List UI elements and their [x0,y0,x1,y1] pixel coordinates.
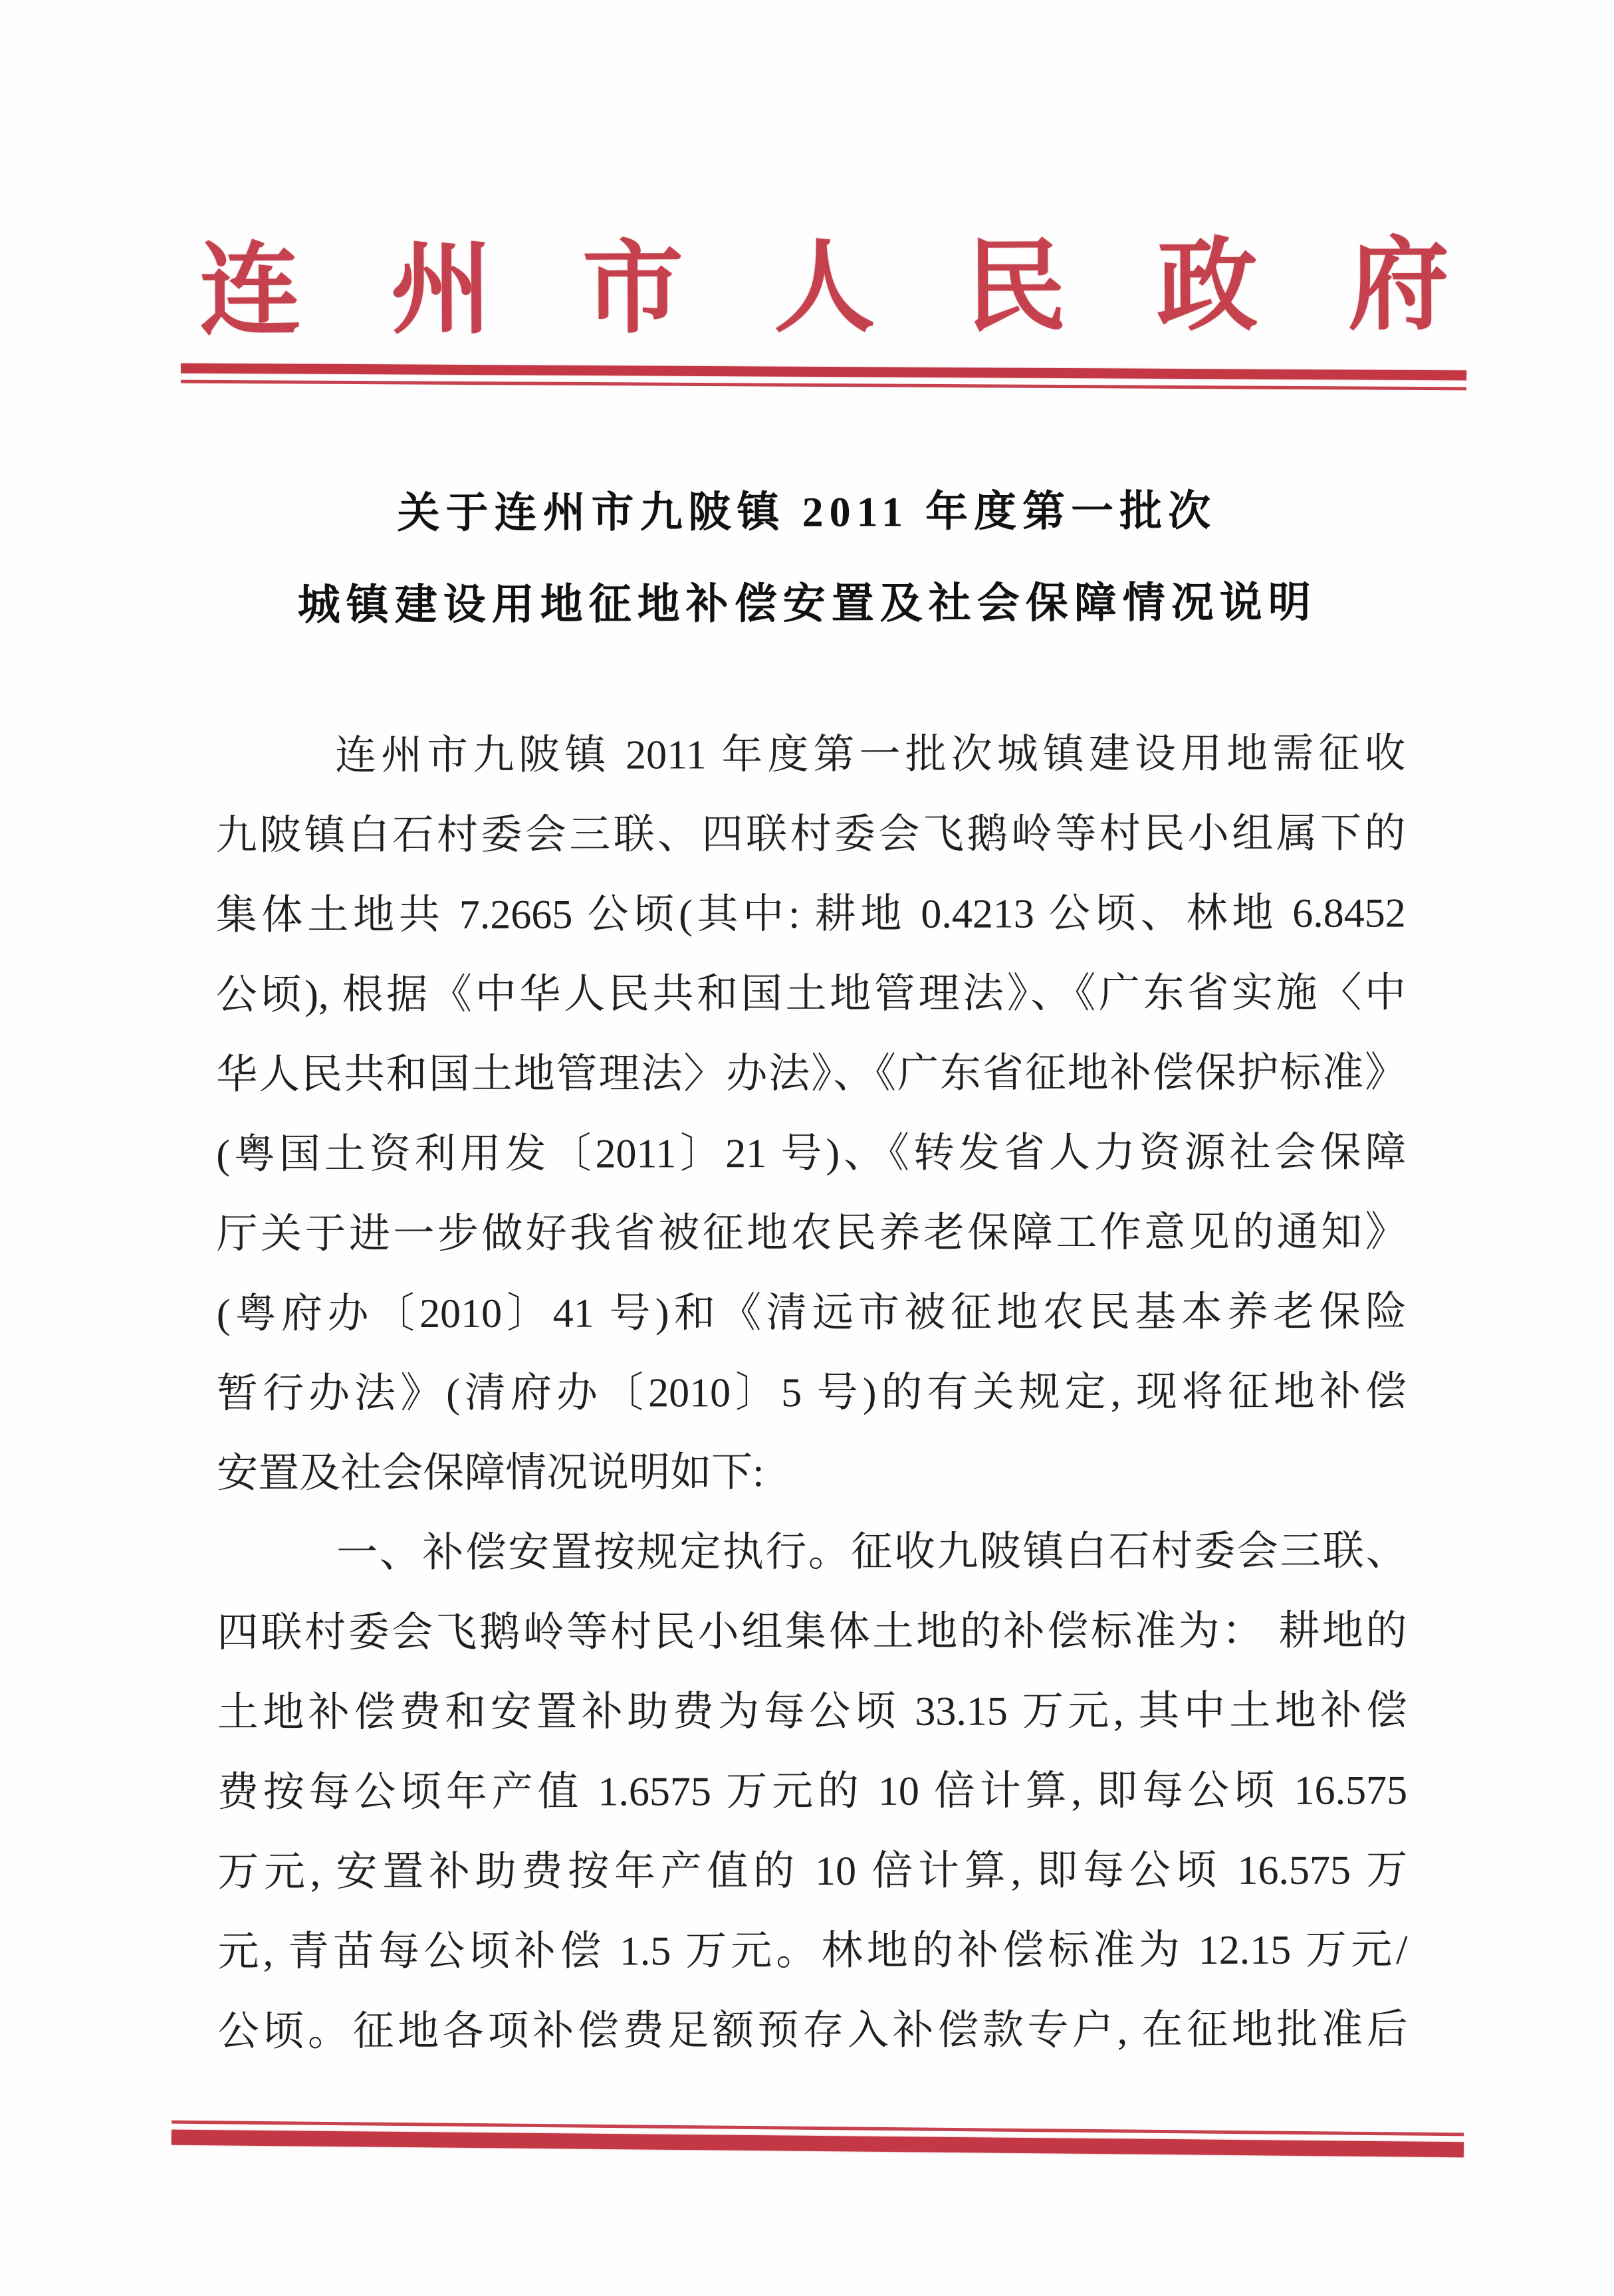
body-line: 连州市九陂镇 2011 年度第一批次城镇建设用地需征收 [335,731,1406,779]
letterhead-character: 人 [773,232,875,345]
letterhead-character: 民 [965,231,1067,344]
document-title-line2: 城镇建设用地征地补偿安置及社会保障情况说明 [297,578,1317,629]
body-line: 暂行办法》(清府办〔2010〕5 号)的有关规定, 现将征地补偿 [216,1369,1407,1417]
body-line: 厅关于进一步做好我省被征地农民养老保障工作意见的通知》 [216,1209,1407,1257]
letterhead-title [199,218,1450,348]
document-title [109,465,1506,651]
letterhead-character: 连 [199,235,301,348]
letterhead-divider-thin-line [181,380,1466,391]
body-line: 费按每公顷年产值 1.6575 万元的 10 倍计算, 即每公顷 16.575 [217,1768,1408,1816]
body-text [215,714,1408,2071]
document-title-line1: 关于连州市九陂镇 2011 年度第一批次 [397,487,1217,537]
body-line: 一、补偿安置按规定执行。征收九陂镇白石村委会三联、 [336,1528,1407,1576]
letterhead-character: 州 [390,234,493,346]
body-line: 集体土地共 7.2665 公顷(其中: 耕地 0.4213 公顷、林地 6.8452 [215,890,1406,938]
body-line: 土地补偿费和安置补助费为每公顷 33.15 万元, 其中土地补偿 [217,1688,1407,1736]
letterhead-divider [181,364,1466,395]
body-line: 万元, 安置补助费按年产值的 10 倍计算, 即每公顷 16.575 万 [217,1847,1408,1895]
body-line: 元, 青苗每公顷补偿 1.5 万元。林地的补偿标准为 12.15 万元/ [217,1927,1408,1975]
body-line: 四联村委会飞鹅岭等村民小组集体土地的补偿标准为： 耕地的 [217,1608,1407,1656]
body-line: 公顷), 根据《中华人民共和国土地管理法》、《广东省实施〈中 [215,970,1407,1018]
body-line: (粤府办〔2010〕41 号)和《清远市被征地农民基本养老保险 [216,1289,1407,1337]
body-line: (粤国土资利用发〔2011〕21 号)、《转发省人力资源社会保障 [216,1130,1407,1178]
footer-divider [172,2121,1464,2161]
body-line: 九陂镇白石村委会三联、四联村委会飞鹅岭等村民小组属下的 [215,811,1406,859]
body-line: 华人民共和国土地管理法〉办法》、《广东省征地补偿保护标准》 [216,1050,1407,1098]
letterhead-divider-thick-line [181,364,1466,381]
letterhead-character: 政 [1156,231,1258,343]
body-line: 公顷。征地各项补偿费足额预存入补偿款专户, 在征地批准后 [217,2007,1408,2055]
body-line: 安置及社会保障情况说明如下: [217,1450,764,1497]
letterhead-character: 府 [1347,229,1450,342]
letterhead-character: 市 [582,233,684,346]
